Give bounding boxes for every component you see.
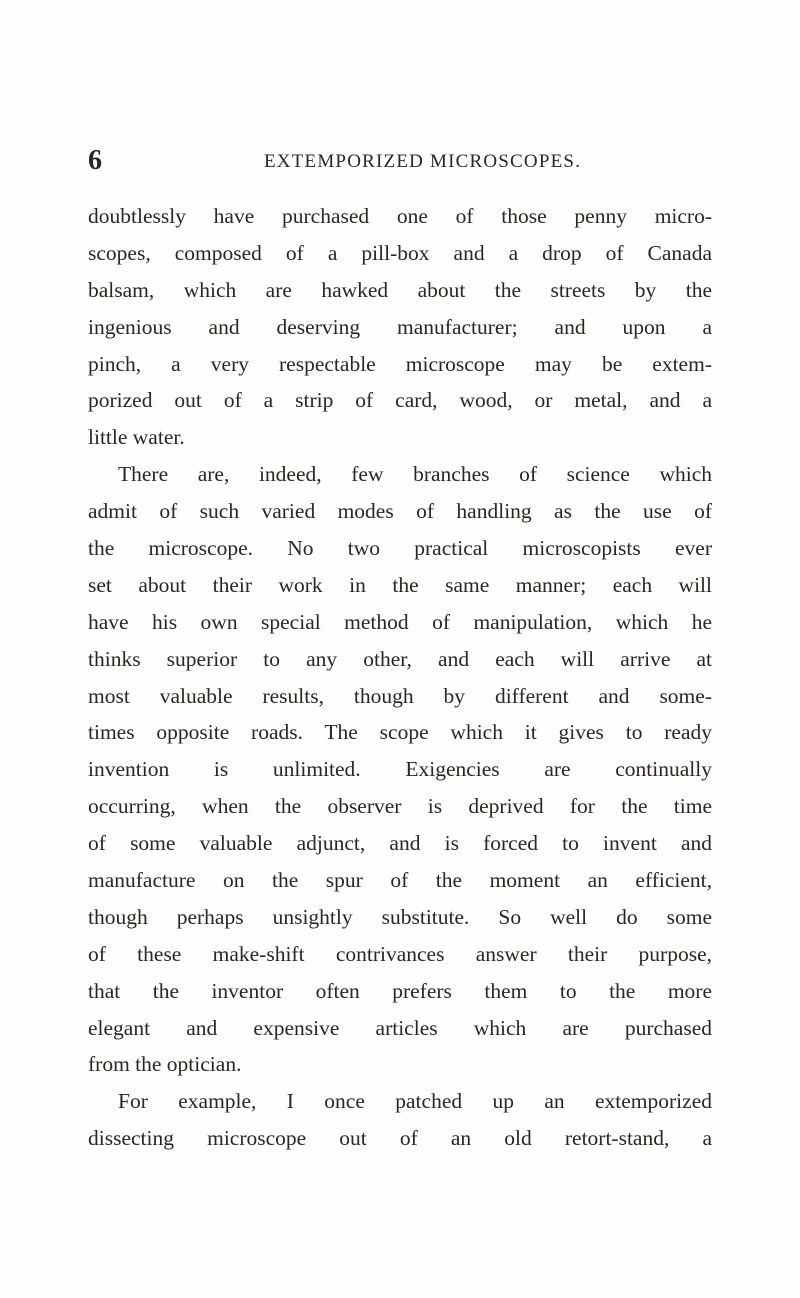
text-line: manufacture on the spur of the moment an efficient, [88, 868, 712, 893]
body-text [88, 198, 712, 1157]
text-line: doubtlessly have purchased one of those penny micro- [88, 204, 712, 228]
text-line: porized out of a strip of card, wood, or metal, and a [88, 388, 712, 413]
text-line: There are, indeed, few branches of science which [118, 462, 712, 487]
text-line: of some valuable adjunct, and is forced to invent and [88, 831, 712, 856]
text-line: of these make-shift contrivances answer their purpose, [88, 941, 712, 966]
page-number: 6 [88, 145, 102, 176]
text-line: admit of such varied modes of handling as the use of [88, 499, 712, 524]
text-line: balsam, which are hawked about the streets by the [88, 277, 712, 302]
text-line: ingenious and deserving manufacturer; and upon a [88, 314, 712, 339]
text-line: from the optician. [88, 1052, 242, 1077]
text-line: For example, I once patched up an extemporized [118, 1089, 712, 1114]
text-line: times opposite roads. The scope which it gives to ready [88, 720, 712, 745]
text-line: little water. [88, 425, 185, 450]
text-line: scopes, composed of a pill-box and a drop of Canada [88, 240, 712, 265]
text-line: dissecting microscope out of an old retort-stand, a [88, 1126, 712, 1151]
text-line: that the inventor often prefers them to the more [88, 978, 712, 1003]
text-line: the microscope. No two practical microscopists ever [88, 536, 712, 561]
text-line: have his own special method of manipulation, which he [88, 609, 712, 634]
page-header [88, 144, 712, 178]
text-line: though perhaps unsightly substitute. So well do some [88, 904, 712, 929]
text-line: most valuable results, though by different and some- [88, 683, 712, 708]
text-line: invention is unlimited. Exigencies are continually [88, 757, 712, 782]
text-line: elegant and expensive articles which are purchased [88, 1015, 712, 1040]
text-line: thinks superior to any other, and each will arrive at [88, 646, 712, 671]
text-line: set about their work in the same manner; each will [88, 572, 712, 597]
text-line: pinch, a very respectable microscope may be extem- [88, 351, 712, 376]
running-title: EXTEMPORIZED MICROSCOPES. [264, 151, 582, 172]
text-line: occurring, when the observer is deprived for the time [88, 794, 712, 819]
